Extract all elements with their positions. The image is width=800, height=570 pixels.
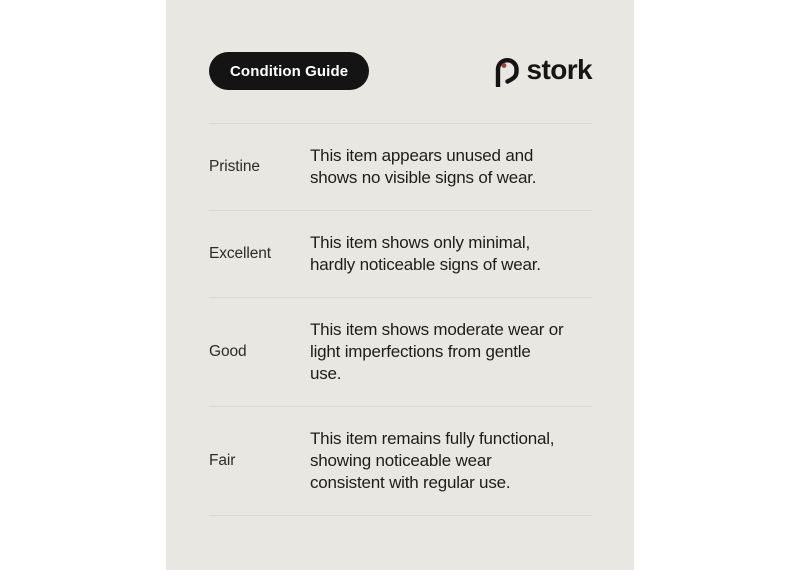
condition-description: This item shows moderate wear or light imperfections from gentle use. xyxy=(310,320,564,383)
table-row-fair xyxy=(209,406,592,516)
condition-table xyxy=(209,123,592,516)
condition-description: This item remains fully functional, showing noticeable wear consistent with regular use. xyxy=(310,429,555,492)
table-row-good xyxy=(209,297,592,406)
condition-guide-card xyxy=(166,0,634,570)
condition-label: Pristine xyxy=(209,158,260,175)
condition-label: Excellent xyxy=(209,245,271,262)
condition-label: Good xyxy=(209,343,247,360)
condition-guide-badge: Condition Guide xyxy=(209,52,369,90)
condition-description: This item shows only minimal, hardly noticeable signs of wear. xyxy=(310,233,541,274)
table-row-pristine xyxy=(209,123,592,210)
condition-label: Fair xyxy=(209,452,236,469)
stork-arch-icon xyxy=(493,56,521,87)
brand-name: stork xyxy=(526,54,592,85)
condition-description: This item appears unused and shows no visible signs of wear. xyxy=(310,146,537,187)
card-header xyxy=(209,52,592,90)
table-row-excellent xyxy=(209,210,592,297)
brand-logo xyxy=(493,56,592,87)
